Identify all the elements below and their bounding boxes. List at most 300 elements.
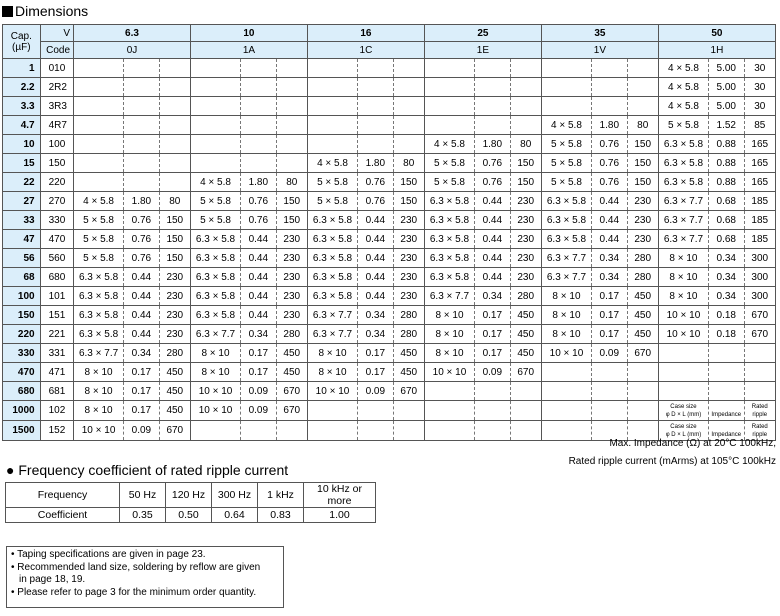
impedance-cell: 0.76 <box>592 135 628 154</box>
case-size-cell: 6.3 × 5.8 <box>74 287 124 306</box>
empty-cell <box>74 116 124 135</box>
ripple-cell: 230 <box>276 249 307 268</box>
ripple-cell: 450 <box>393 344 424 363</box>
ripple-cell: 230 <box>393 249 424 268</box>
table-row <box>3 401 776 421</box>
case-size-cell: 8 × 10 <box>307 344 357 363</box>
empty-cell <box>276 59 307 78</box>
case-size-cell: 8 × 10 <box>190 344 240 363</box>
impedance-cell: 0.17 <box>592 306 628 325</box>
case-size-cell: 5 × 5.8 <box>658 116 708 135</box>
case-size-cell: 6.3 × 5.8 <box>307 230 357 249</box>
ripple-cell: 450 <box>159 401 190 421</box>
frequency-table <box>5 482 376 523</box>
impedance-cell: 0.44 <box>358 211 394 230</box>
legend-line: Rated <box>751 424 768 430</box>
empty-cell <box>358 59 394 78</box>
empty-cell <box>475 59 511 78</box>
impedance-cell: 1.80 <box>475 135 511 154</box>
cap-header-line: (µF) <box>12 41 31 53</box>
ripple-cell: 230 <box>510 230 541 249</box>
empty-cell <box>276 97 307 116</box>
code-cell: 4R7 <box>40 116 73 135</box>
ripple-cell: 230 <box>159 287 190 306</box>
impedance-cell: 0.44 <box>241 287 277 306</box>
ripple-cell: 670 <box>159 421 190 441</box>
impedance-cell: 0.44 <box>241 306 277 325</box>
case-size-cell: 8 × 10 <box>424 306 474 325</box>
ripple-cell: 300 <box>744 287 775 306</box>
impedance-cell: 0.76 <box>358 173 394 192</box>
ripple-cell: 85 <box>744 116 775 135</box>
ripple-cell: 450 <box>627 325 658 344</box>
impedance-cell: 0.44 <box>592 211 628 230</box>
case-size-cell: 10 × 10 <box>658 306 708 325</box>
cap-header-line: Cap. <box>10 30 32 42</box>
impedance-cell: 0.17 <box>241 363 277 382</box>
table-row <box>3 287 776 306</box>
case-size-cell: 10 × 10 <box>541 344 591 363</box>
case-size-cell: 4 × 5.8 <box>658 78 708 97</box>
ripple-cell: 230 <box>159 268 190 287</box>
capacitance-cell: 150 <box>3 306 41 325</box>
impedance-cell: 0.76 <box>241 211 277 230</box>
ripple-cell: 230 <box>393 268 424 287</box>
legend-line: ripple <box>752 432 768 438</box>
impedance-cell: 0.44 <box>475 249 511 268</box>
empty-cell <box>393 401 424 421</box>
frequency-value: 1 kHz <box>258 483 304 508</box>
empty-cell <box>592 78 628 97</box>
capacitance-cell: 68 <box>3 268 41 287</box>
case-size-cell: 8 × 10 <box>74 401 124 421</box>
case-size-cell: 4 × 5.8 <box>190 173 240 192</box>
empty-cell <box>475 97 511 116</box>
case-size-cell: 8 × 10 <box>74 363 124 382</box>
empty-cell <box>159 97 190 116</box>
code-cell: 331 <box>40 344 73 363</box>
code-cell: 150 <box>40 154 73 173</box>
empty-cell <box>475 421 511 441</box>
empty-cell <box>393 78 424 97</box>
ripple-cell: 230 <box>393 287 424 306</box>
ripple-cell: 450 <box>510 344 541 363</box>
ripple-cell: 230 <box>510 268 541 287</box>
ripple-cell: 670 <box>744 325 775 344</box>
impedance-cell: 0.76 <box>475 154 511 173</box>
coefficient-value: 1.00 <box>304 508 376 523</box>
ripple-cell: 80 <box>159 192 190 211</box>
bullet-icon: • <box>11 549 18 560</box>
table-row <box>3 211 776 230</box>
code-cell: 2R2 <box>40 78 73 97</box>
impedance-cell: 0.34 <box>241 325 277 344</box>
legend-line: Case size <box>670 424 697 430</box>
ripple-cell: 230 <box>510 211 541 230</box>
case-size-cell: 6.3 × 5.8 <box>307 211 357 230</box>
empty-cell <box>241 421 277 441</box>
empty-cell <box>627 382 658 401</box>
case-size-cell: 6.3 × 7.7 <box>307 306 357 325</box>
legend-line: Case size <box>670 404 697 410</box>
frequency-label: Frequency <box>6 483 120 508</box>
impedance-cell: 1.80 <box>358 154 394 173</box>
empty-cell <box>190 59 240 78</box>
ripple-cell: 150 <box>159 230 190 249</box>
table-row <box>3 59 776 78</box>
empty-cell <box>475 401 511 421</box>
coefficient-value: 0.64 <box>212 508 258 523</box>
ripple-cell: 450 <box>276 363 307 382</box>
empty-cell <box>307 135 357 154</box>
impedance-cell: 0.09 <box>241 401 277 421</box>
empty-cell <box>124 116 160 135</box>
impedance-cell: 0.44 <box>124 306 160 325</box>
case-size-cell: 5 × 5.8 <box>74 230 124 249</box>
case-size-cell: 10 × 10 <box>74 421 124 441</box>
empty-cell <box>159 135 190 154</box>
impedance-cell: 0.76 <box>358 192 394 211</box>
empty-cell <box>510 421 541 441</box>
ripple-cell: 230 <box>393 211 424 230</box>
frequency-title-text: Frequency coefficient of rated ripple current <box>18 462 289 478</box>
case-size-cell: 8 × 10 <box>658 249 708 268</box>
empty-cell <box>190 97 240 116</box>
empty-cell <box>541 382 591 401</box>
empty-cell <box>744 344 775 363</box>
impedance-cell: 0.17 <box>475 306 511 325</box>
empty-cell <box>241 154 277 173</box>
ripple-cell: 230 <box>159 325 190 344</box>
ripple-cell: 150 <box>627 135 658 154</box>
capacitance-cell: 680 <box>3 382 41 401</box>
ripple-cell: 150 <box>276 211 307 230</box>
case-size-cell: 8 × 10 <box>74 382 124 401</box>
empty-cell <box>190 154 240 173</box>
case-size-cell: 5 × 5.8 <box>190 192 240 211</box>
ripple-cell: 450 <box>627 306 658 325</box>
case-size-cell: 6.3 × 5.8 <box>190 306 240 325</box>
ripple-note: Rated ripple current (mArms) at 105°C 100kHz <box>568 456 776 467</box>
empty-cell <box>709 344 745 363</box>
ripple-cell: 450 <box>159 363 190 382</box>
empty-cell <box>358 78 394 97</box>
empty-cell <box>658 382 708 401</box>
case-size-cell: 8 × 10 <box>190 363 240 382</box>
table-row <box>3 268 776 287</box>
legend-line: φ D × L (mm) <box>665 412 702 418</box>
ripple-cell: 230 <box>627 211 658 230</box>
legend-line: ripple <box>752 412 768 418</box>
case-size-cell: 6.3 × 5.8 <box>74 268 124 287</box>
table-row <box>3 154 776 173</box>
impedance-cell: 0.18 <box>709 306 745 325</box>
ripple-cell: 30 <box>744 97 775 116</box>
code-cell: 010 <box>40 59 73 78</box>
empty-cell <box>592 97 628 116</box>
case-size-cell: 5 × 5.8 <box>190 211 240 230</box>
empty-cell <box>658 344 708 363</box>
frequency-title <box>6 462 288 478</box>
empty-cell <box>307 401 357 421</box>
capacitance-cell: 22 <box>3 173 41 192</box>
coefficient-value: 0.83 <box>258 508 304 523</box>
bullet-icon: • <box>11 586 18 598</box>
legend-case-size <box>658 401 708 421</box>
empty-cell <box>627 78 658 97</box>
impedance-cell: 0.44 <box>475 211 511 230</box>
table-row <box>3 382 776 401</box>
impedance-cell: 5.00 <box>709 78 745 97</box>
capacitance-cell: 15 <box>3 154 41 173</box>
empty-cell <box>424 59 474 78</box>
case-size-cell: 10 × 10 <box>190 401 240 421</box>
ripple-cell: 150 <box>276 192 307 211</box>
impedance-cell: 0.44 <box>475 230 511 249</box>
legend-impedance: Impedance <box>709 401 745 421</box>
case-size-cell: 6.3 × 5.8 <box>541 192 591 211</box>
bullet-icon: • <box>11 561 18 573</box>
impedance-cell: 0.44 <box>592 192 628 211</box>
case-size-cell: 8 × 10 <box>541 306 591 325</box>
impedance-cell: 0.88 <box>709 154 745 173</box>
empty-cell <box>541 363 591 382</box>
case-size-cell: 6.3 × 5.8 <box>424 211 474 230</box>
ripple-cell: 150 <box>510 173 541 192</box>
voltage-header: 10 <box>190 25 307 42</box>
ripple-cell: 280 <box>393 325 424 344</box>
ripple-cell: 150 <box>393 192 424 211</box>
ripple-cell: 165 <box>744 154 775 173</box>
coefficient-value: 0.50 <box>166 508 212 523</box>
table-row <box>3 116 776 135</box>
empty-cell <box>124 97 160 116</box>
empty-cell <box>74 173 124 192</box>
ripple-cell: 150 <box>510 154 541 173</box>
empty-cell <box>241 78 277 97</box>
case-size-cell: 6.3 × 7.7 <box>541 249 591 268</box>
case-size-cell: 6.3 × 5.8 <box>541 211 591 230</box>
impedance-cell: 0.34 <box>709 268 745 287</box>
ripple-cell: 30 <box>744 78 775 97</box>
empty-cell <box>393 97 424 116</box>
empty-cell <box>475 78 511 97</box>
case-size-cell: 8 × 10 <box>541 325 591 344</box>
empty-cell <box>124 78 160 97</box>
empty-cell <box>393 59 424 78</box>
coefficient-row <box>6 508 376 523</box>
capacitance-cell: 56 <box>3 249 41 268</box>
case-size-cell: 10 × 10 <box>424 363 474 382</box>
empty-cell <box>592 401 628 421</box>
capacitance-cell: 1000 <box>3 401 41 421</box>
frequency-value: 10 kHz or more <box>304 483 376 508</box>
table-row <box>3 78 776 97</box>
case-size-cell: 6.3 × 7.7 <box>190 325 240 344</box>
empty-cell <box>510 78 541 97</box>
ripple-cell: 670 <box>276 401 307 421</box>
footnote: • Taping specifications are given in page 23. <box>11 549 206 560</box>
ripple-cell: 300 <box>744 249 775 268</box>
ripple-cell: 230 <box>627 230 658 249</box>
impedance-cell: 0.76 <box>475 173 511 192</box>
empty-cell <box>159 116 190 135</box>
case-size-cell: 5 × 5.8 <box>424 154 474 173</box>
empty-cell <box>393 421 424 441</box>
empty-cell <box>276 116 307 135</box>
capacitance-cell: 470 <box>3 363 41 382</box>
empty-cell <box>74 59 124 78</box>
case-size-cell: 8 × 10 <box>424 325 474 344</box>
empty-cell <box>541 421 591 441</box>
ripple-cell: 185 <box>744 192 775 211</box>
empty-cell <box>124 135 160 154</box>
impedance-cell: 5.00 <box>709 59 745 78</box>
case-size-cell: 5 × 5.8 <box>74 249 124 268</box>
ripple-cell: 150 <box>627 173 658 192</box>
empty-cell <box>276 78 307 97</box>
impedance-cell: 5.00 <box>709 97 745 116</box>
ripple-cell: 230 <box>627 192 658 211</box>
ripple-cell: 30 <box>744 59 775 78</box>
empty-cell <box>510 59 541 78</box>
impedance-cell: 0.76 <box>592 154 628 173</box>
impedance-cell: 0.76 <box>592 173 628 192</box>
frequency-value: 120 Hz <box>166 483 212 508</box>
table-row <box>3 325 776 344</box>
empty-cell <box>307 97 357 116</box>
empty-cell <box>424 78 474 97</box>
table-row <box>3 173 776 192</box>
case-size-cell: 6.3 × 7.7 <box>307 325 357 344</box>
empty-cell <box>190 135 240 154</box>
case-size-cell: 6.3 × 5.8 <box>424 192 474 211</box>
voltage-code-header: 1C <box>307 42 424 59</box>
case-size-cell: 4 × 5.8 <box>74 192 124 211</box>
empty-cell <box>627 401 658 421</box>
ripple-cell: 230 <box>159 306 190 325</box>
ripple-cell: 150 <box>393 173 424 192</box>
impedance-cell: 0.44 <box>358 268 394 287</box>
capacitance-cell: 220 <box>3 325 41 344</box>
case-size-cell: 8 × 10 <box>307 363 357 382</box>
footnote: • Please refer to page 3 for the minimum order quantity. <box>11 586 257 598</box>
case-size-cell: 5 × 5.8 <box>541 173 591 192</box>
case-size-cell: 5 × 5.8 <box>541 135 591 154</box>
voltage-code-header: 0J <box>74 42 191 59</box>
impedance-cell: 0.44 <box>124 287 160 306</box>
empty-cell <box>424 401 474 421</box>
impedance-cell: 1.52 <box>709 116 745 135</box>
impedance-cell: 1.80 <box>241 173 277 192</box>
empty-cell <box>276 421 307 441</box>
empty-cell <box>358 116 394 135</box>
case-size-cell: 6.3 × 5.8 <box>658 173 708 192</box>
table-row <box>3 249 776 268</box>
impedance-cell: 0.34 <box>592 249 628 268</box>
ripple-cell: 280 <box>393 306 424 325</box>
empty-cell <box>241 116 277 135</box>
empty-cell <box>358 135 394 154</box>
empty-cell <box>541 78 591 97</box>
case-size-cell: 4 × 5.8 <box>424 135 474 154</box>
ripple-cell: 280 <box>276 325 307 344</box>
impedance-cell: 0.44 <box>358 230 394 249</box>
case-size-cell: 4 × 5.8 <box>541 116 591 135</box>
impedance-cell: 0.44 <box>592 230 628 249</box>
empty-cell <box>627 363 658 382</box>
voltage-code-header: 1V <box>541 42 658 59</box>
code-cell: 100 <box>40 135 73 154</box>
frequency-value: 300 Hz <box>212 483 258 508</box>
table-row <box>3 230 776 249</box>
impedance-cell: 0.34 <box>709 249 745 268</box>
coefficient-value: 0.35 <box>120 508 166 523</box>
ripple-cell: 450 <box>393 363 424 382</box>
voltage-label: V <box>40 25 73 42</box>
empty-cell <box>276 154 307 173</box>
impedance-cell: 0.18 <box>709 325 745 344</box>
code-cell: 221 <box>40 325 73 344</box>
empty-cell <box>510 97 541 116</box>
code-cell: 330 <box>40 211 73 230</box>
impedance-cell: 0.44 <box>358 249 394 268</box>
impedance-cell: 0.88 <box>709 173 745 192</box>
impedance-cell: 0.44 <box>241 249 277 268</box>
table-row <box>3 306 776 325</box>
empty-cell <box>424 382 474 401</box>
empty-cell <box>393 135 424 154</box>
impedance-cell: 0.44 <box>124 268 160 287</box>
ripple-cell: 670 <box>627 344 658 363</box>
voltage-header: 6.3 <box>74 25 191 42</box>
empty-cell <box>307 421 357 441</box>
empty-cell <box>424 116 474 135</box>
voltage-header-row <box>3 25 776 42</box>
case-size-cell: 6.3 × 5.8 <box>190 268 240 287</box>
case-size-cell: 4 × 5.8 <box>658 97 708 116</box>
empty-cell <box>358 421 394 441</box>
capacitance-cell: 1 <box>3 59 41 78</box>
capacitance-cell: 33 <box>3 211 41 230</box>
ripple-cell: 80 <box>510 135 541 154</box>
case-size-cell: 6.3 × 5.8 <box>74 306 124 325</box>
case-size-cell: 10 × 10 <box>307 382 357 401</box>
ripple-cell: 670 <box>393 382 424 401</box>
case-size-cell: 8 × 10 <box>541 287 591 306</box>
empty-cell <box>658 363 708 382</box>
case-size-cell: 4 × 5.8 <box>307 154 357 173</box>
case-size-cell: 5 × 5.8 <box>307 192 357 211</box>
empty-cell <box>358 97 394 116</box>
voltage-header: 16 <box>307 25 424 42</box>
impedance-cell: 0.09 <box>241 382 277 401</box>
empty-cell <box>241 97 277 116</box>
empty-cell <box>74 97 124 116</box>
ripple-cell: 185 <box>744 230 775 249</box>
code-cell: 220 <box>40 173 73 192</box>
case-size-cell: 4 × 5.8 <box>658 59 708 78</box>
empty-cell <box>276 135 307 154</box>
empty-cell <box>241 135 277 154</box>
code-cell: 270 <box>40 192 73 211</box>
ripple-cell: 80 <box>627 116 658 135</box>
code-cell: 680 <box>40 268 73 287</box>
ripple-cell: 165 <box>744 135 775 154</box>
empty-cell <box>124 59 160 78</box>
impedance-cell: 0.17 <box>592 325 628 344</box>
voltage-header: 25 <box>424 25 541 42</box>
